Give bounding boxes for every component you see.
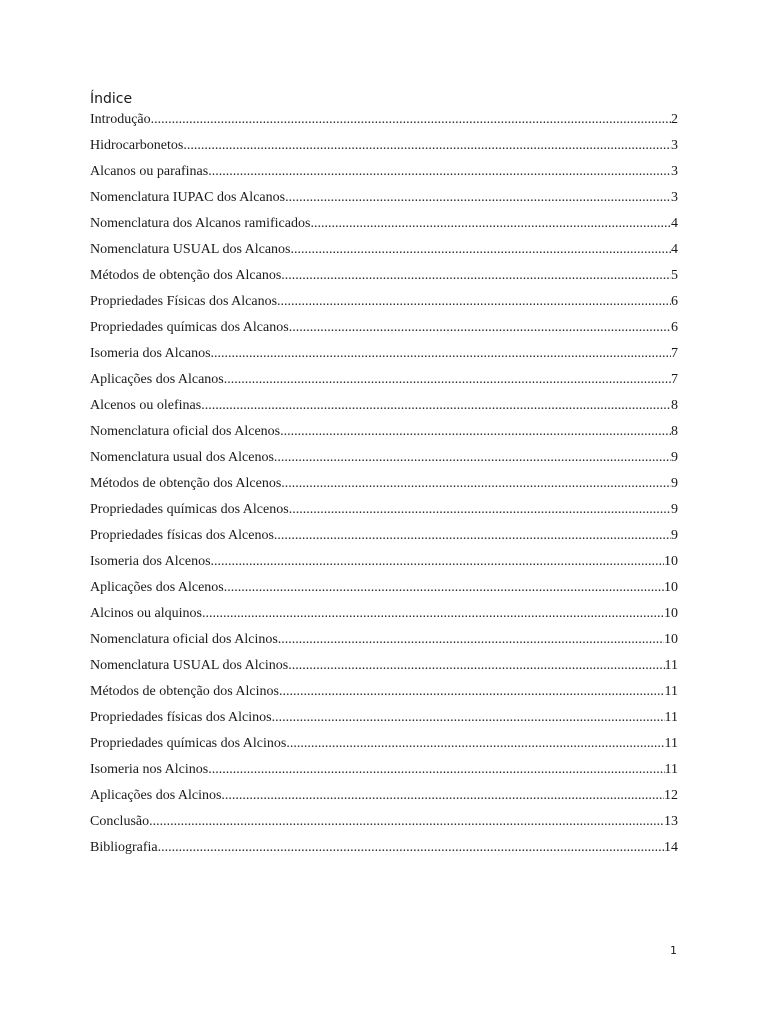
toc-entry[interactable]: [90, 500, 678, 526]
toc-entry-title: Propriedades químicas dos Alcenos: [90, 502, 289, 517]
toc-entry-page: 11: [664, 762, 678, 777]
toc-entry-title: Hidrocarbonetos: [90, 138, 184, 153]
toc-entry-title: Nomenclatura dos Alcanos ramificados: [90, 216, 311, 231]
toc-entry[interactable]: [90, 604, 678, 630]
toc-entry-title: Propriedades físicas dos Alcenos: [90, 528, 274, 543]
dot-leader: [274, 526, 671, 546]
toc-entry-title: Alcenos ou olefinas: [90, 398, 202, 413]
toc-entry-title: Nomenclatura usual dos Alcenos: [90, 450, 274, 465]
toc-entry-page: 7: [671, 372, 678, 387]
toc-entry-page: 6: [671, 320, 678, 335]
toc-entry-title: Isomeria dos Alcenos: [90, 554, 211, 569]
dot-leader: [281, 474, 671, 494]
toc-entry[interactable]: [90, 292, 678, 318]
toc-entry-page: 9: [671, 476, 678, 491]
toc-entry-page: 11: [664, 684, 678, 699]
toc-entry-page: 12: [664, 788, 678, 803]
toc-entry-page: 4: [671, 216, 678, 231]
table-of-contents: [90, 110, 678, 864]
dot-leader: [201, 396, 671, 416]
dot-leader: [281, 266, 671, 286]
toc-entry-title: Métodos de obtenção dos Alcenos: [90, 476, 282, 491]
toc-entry-title: Propriedades físicas dos Alcinos: [90, 710, 272, 725]
toc-entry-page: 4: [671, 242, 678, 257]
toc-entry-page: 3: [671, 164, 678, 179]
toc-entry[interactable]: [90, 240, 678, 266]
toc-entry-title: Alcanos ou parafinas: [90, 164, 209, 179]
page-number: 1: [670, 944, 677, 957]
toc-entry[interactable]: [90, 448, 678, 474]
toc-entry-title: Métodos de obtenção dos Alcinos: [90, 684, 279, 699]
toc-entry[interactable]: [90, 344, 678, 370]
toc-entry-title: Aplicações dos Alcanos: [90, 372, 224, 387]
toc-entry[interactable]: [90, 422, 678, 448]
toc-entry[interactable]: [90, 162, 678, 188]
toc-entry[interactable]: [90, 760, 678, 786]
toc-entry[interactable]: [90, 812, 678, 838]
dot-leader: [278, 630, 664, 650]
toc-entry-title: Aplicações dos Alcenos: [90, 580, 224, 595]
toc-entry-page: 10: [664, 632, 678, 647]
toc-entry-title: Nomenclatura oficial dos Alcenos: [90, 424, 281, 439]
toc-entry[interactable]: [90, 188, 678, 214]
dot-leader: [224, 578, 664, 598]
toc-entry[interactable]: [90, 786, 678, 812]
toc-entry-title: Métodos de obtenção dos Alcanos: [90, 268, 282, 283]
toc-entry-page: 10: [664, 554, 678, 569]
dot-leader: [208, 162, 671, 182]
toc-entry-page: 14: [664, 840, 678, 855]
toc-entry-page: 10: [664, 606, 678, 621]
dot-leader: [272, 708, 665, 728]
toc-entry-page: 10: [664, 580, 678, 595]
toc-entry-title: Nomenclatura oficial dos Alcinos: [90, 632, 278, 647]
toc-entry-page: 9: [671, 450, 678, 465]
toc-entry[interactable]: [90, 838, 678, 864]
dot-leader: [280, 422, 671, 442]
toc-entry[interactable]: [90, 552, 678, 578]
toc-entry-title: Propriedades químicas dos Alcinos: [90, 736, 287, 751]
toc-entry-title: Nomenclatura USUAL dos Alcinos: [90, 658, 289, 673]
dot-leader: [310, 214, 671, 234]
toc-entry-title: Isomeria dos Alcanos: [90, 346, 211, 361]
toc-entry-title: Nomenclatura IUPAC dos Alcanos: [90, 190, 286, 205]
toc-entry-page: 13: [664, 814, 678, 829]
toc-entry-title: Propriedades Físicas dos Alcanos: [90, 294, 278, 309]
toc-entry[interactable]: [90, 136, 678, 162]
dot-leader: [289, 500, 671, 520]
dot-leader: [291, 240, 672, 260]
dot-leader: [224, 370, 671, 390]
toc-entry-page: 8: [671, 424, 678, 439]
dot-leader: [288, 656, 664, 676]
toc-entry[interactable]: [90, 266, 678, 292]
toc-entry-page: 3: [671, 190, 678, 205]
toc-entry[interactable]: [90, 318, 678, 344]
toc-entry-page: 3: [671, 138, 678, 153]
toc-entry[interactable]: [90, 630, 678, 656]
dot-leader: [274, 448, 671, 468]
toc-entry[interactable]: [90, 734, 678, 760]
toc-entry-title: Propriedades químicas dos Alcanos: [90, 320, 289, 335]
toc-entry-page: 6: [671, 294, 678, 309]
toc-entry-title: Isomeria nos Alcinos: [90, 762, 209, 777]
toc-entry[interactable]: [90, 396, 678, 422]
dot-leader: [211, 344, 671, 364]
toc-entry-title: Alcinos ou alquinos: [90, 606, 202, 621]
dot-leader: [221, 786, 664, 806]
dot-leader: [279, 682, 665, 702]
dot-leader: [286, 734, 664, 754]
dot-leader: [211, 552, 664, 572]
toc-entry-title: Aplicações dos Alcinos: [90, 788, 222, 803]
dot-leader: [202, 604, 664, 624]
toc-entry[interactable]: [90, 656, 678, 682]
dot-leader: [149, 812, 664, 832]
toc-entry[interactable]: [90, 526, 678, 552]
toc-entry[interactable]: [90, 578, 678, 604]
toc-entry-page: 8: [671, 398, 678, 413]
toc-entry-page: 11: [664, 658, 678, 673]
toc-entry-page: 11: [664, 736, 678, 751]
toc-entry-title: Introdução: [90, 112, 151, 127]
toc-heading: Índice: [90, 91, 133, 107]
dot-leader: [158, 838, 664, 858]
toc-entry-page: 9: [671, 502, 678, 517]
dot-leader: [183, 136, 671, 156]
dot-leader: [277, 292, 671, 312]
toc-entry-page: 7: [671, 346, 678, 361]
toc-entry[interactable]: [90, 214, 678, 240]
toc-entry[interactable]: [90, 474, 678, 500]
toc-entry-page: 5: [671, 268, 678, 283]
dot-leader: [289, 318, 671, 338]
toc-entry-title: Conclusão: [90, 814, 150, 829]
dot-leader: [208, 760, 664, 780]
dot-leader: [285, 188, 671, 208]
toc-entry[interactable]: [90, 708, 678, 734]
toc-entry[interactable]: [90, 110, 678, 136]
toc-entry-page: 11: [664, 710, 678, 725]
toc-entry-title: Bibliografia: [90, 840, 158, 855]
toc-entry[interactable]: [90, 370, 678, 396]
toc-entry-page: 2: [671, 112, 678, 127]
toc-entry-title: Nomenclatura USUAL dos Alcanos: [90, 242, 291, 257]
toc-entry[interactable]: [90, 682, 678, 708]
dot-leader: [151, 110, 671, 130]
toc-entry-page: 9: [671, 528, 678, 543]
